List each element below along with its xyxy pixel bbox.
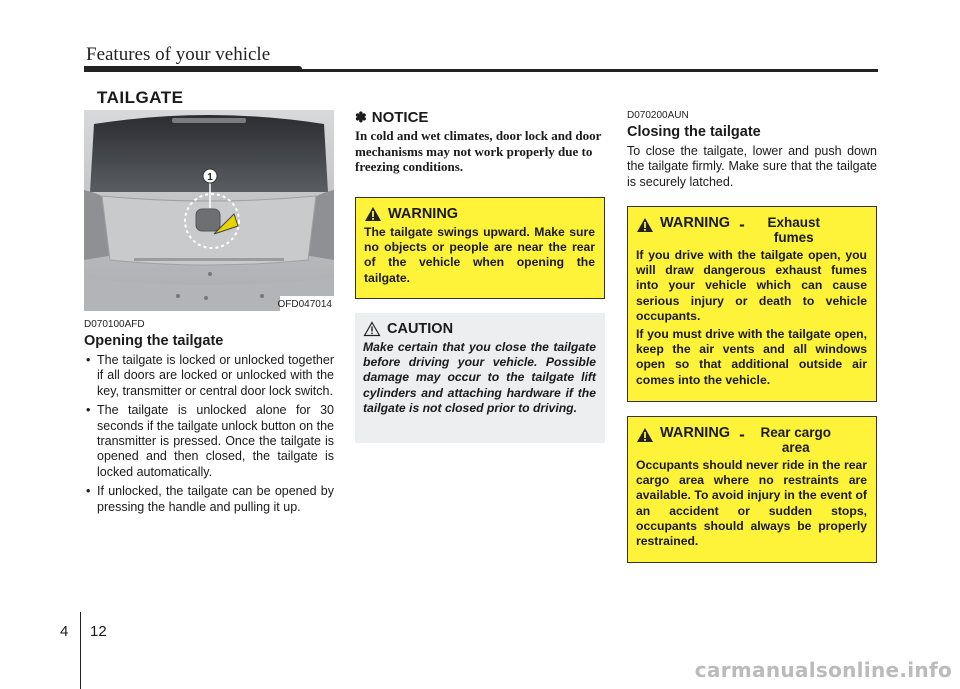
- warning-title: WARNING: [388, 206, 459, 222]
- caution-triangle-icon: [363, 321, 381, 337]
- asterisk-icon: ✽: [355, 109, 367, 125]
- warning-body: The tailgate swings upward. Make sure no objects or people are near the rear of the vehicle when opening the tailgate.: [364, 225, 595, 285]
- warning-triangle-icon: [364, 206, 382, 222]
- warning-triangle-icon: [636, 427, 654, 443]
- section-code: D070100AFD: [84, 319, 145, 330]
- closing-section: [627, 110, 877, 190]
- chapter-number: 4: [60, 623, 69, 640]
- figure-code: OFD047014: [277, 299, 332, 310]
- opening-list: [84, 353, 334, 515]
- notice-section: [355, 109, 605, 175]
- notice-title: NOTICE: [371, 109, 429, 126]
- caution-title: CAUTION: [387, 321, 454, 337]
- caution-box: [355, 313, 605, 443]
- warning-box-cargo: [627, 416, 877, 563]
- warning-subtitle: Rear cargo area: [760, 425, 832, 455]
- warning-body: If you must drive with the tailgate open, keep the air vents and all windows open so that additional outside air comes into the vehicle.: [636, 327, 867, 387]
- warning-subtitle: Exhaust fumes: [767, 215, 821, 245]
- tailgate-photo: [84, 110, 334, 311]
- list-item: • If unlocked, the tailgate can be opened by pressing the handle and pulling it up.: [84, 484, 334, 515]
- warning-heading: [364, 206, 595, 222]
- title-dash: -: [739, 215, 745, 234]
- watermark: carmanualsonline.info: [694, 658, 952, 682]
- caution-heading: [363, 321, 596, 337]
- header-rule: [84, 69, 878, 72]
- title-dash: -: [739, 425, 745, 444]
- warning-heading: [636, 215, 867, 245]
- list-item: • The tailgate is unlocked alone for 30 seconds if the tailgate unlock button on the transmitter is pressed. Once the tailgate is opened and then closed, the tailgate is locked automatically.: [84, 403, 334, 480]
- warning-title: WARNING: [660, 215, 731, 231]
- caution-body: Make certain that you close the tailgate before driving your vehicle. Possible damage may occur to the tailgate lift cylinders and attaching hardware if the tailgate is not closed prior to driving.: [363, 340, 596, 415]
- warning-heading: [636, 425, 867, 455]
- opening-section: [84, 319, 334, 519]
- section-code: D070200AUN: [627, 110, 689, 121]
- warning-box-tailgate: [355, 197, 605, 299]
- warning-box-exhaust: [627, 206, 877, 402]
- warning-body: If you drive with the tailgate open, you will draw dangerous exhaust fumes into your vehicle which can cause serious injury or death to vehicle occupants.: [636, 248, 867, 323]
- warning-triangle-icon: [636, 217, 654, 233]
- footer-rule: [80, 612, 81, 689]
- closing-body: To close the tailgate, lower and push down the tailgate firmly. Make sure that the tailgate is securely latched.: [627, 144, 877, 189]
- section-title: TAILGATE: [97, 88, 184, 107]
- notice-body: In cold and wet climates, door lock and door mechanisms may not work properly due to freezing conditions.: [355, 128, 602, 175]
- closing-heading: Closing the tailgate: [627, 124, 761, 140]
- tailgate-illustration: [84, 110, 334, 311]
- list-item: • The tailgate is locked or unlocked together if all doors are locked or unlocked with the key, transmitter or central door lock switch.: [84, 353, 334, 399]
- page-header-title: Features of your vehicle: [86, 44, 271, 65]
- warning-title: WARNING: [660, 425, 731, 441]
- figure-callout-number: 1: [207, 172, 213, 183]
- page-number: 12: [90, 623, 107, 640]
- opening-heading: Opening the tailgate: [84, 333, 224, 349]
- notice-heading: [355, 109, 605, 126]
- warning-body: Occupants should never ride in the rear cargo area where no restraints are available. To avoid injury in the event of an accident or sudden stops, occupants should always be properly restrained.: [636, 458, 867, 549]
